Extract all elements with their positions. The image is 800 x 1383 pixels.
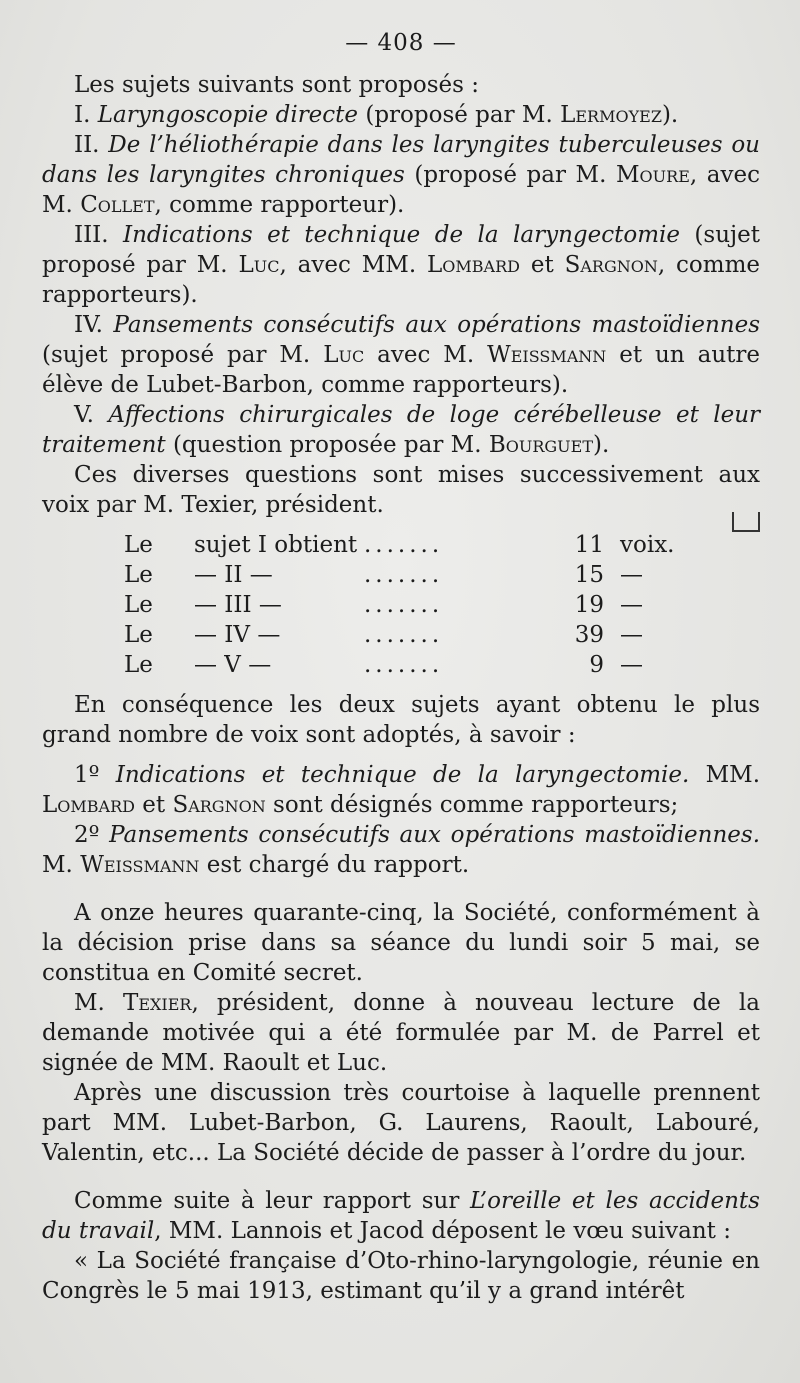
- vote-intro-paragraph: Ces diverses questions sont mises successivement aux voix par M. Texier, président.: [42, 462, 760, 518]
- spacer: [42, 880, 760, 898]
- vote-row: [124, 530, 690, 560]
- subject-2: II. De l’héliothérapie dans les laryngites tuberculeuses ou dans les laryngites chroniques (proposé par M. Moure, avec M. Collet, comme rapporteur).: [42, 132, 760, 218]
- vote-count: 9: [589, 652, 604, 678]
- vote-label: — II —: [194, 562, 273, 588]
- spacer: [42, 1168, 760, 1186]
- vote-dots: .......: [364, 532, 444, 558]
- vote-le: Le: [124, 562, 153, 588]
- vote-count: 15: [574, 562, 604, 588]
- vote-count: 11: [574, 532, 604, 558]
- vote-unit: —: [620, 592, 643, 618]
- vote-unit: —: [620, 622, 643, 648]
- vote-le: Le: [124, 532, 153, 558]
- vote-row: [124, 650, 690, 680]
- vote-dots: .......: [364, 622, 444, 648]
- vote-dots: .......: [364, 592, 444, 618]
- vote-label: — III —: [194, 592, 282, 618]
- vote-table: [124, 530, 690, 680]
- intro-paragraph: Les sujets suivants sont proposés :: [74, 72, 479, 98]
- vote-le: Le: [124, 652, 153, 678]
- vote-label: sujet I obtient: [194, 532, 358, 558]
- bracket-mark: [732, 512, 760, 532]
- voeu-paragraph: « La Société française d’Oto-rhino-laryngologie, réunie en Congrès le 5 mai 1913, estimant qu’il y a grand intérêt: [42, 1248, 760, 1304]
- page-number: — 408 —: [345, 30, 457, 56]
- secret-session-paragraph: A onze heures quarante-cinq, la Société, conformément à la décision prise dans sa séance du lundi soir 5 mai, se constitua en Comité secret.: [42, 900, 760, 986]
- subject-1: I. Laryngoscopie directe (proposé par M. Lermoyez).: [74, 102, 679, 128]
- subject-5: V. Affections chirurgicales de loge cérébelleuse et leur traitement (question proposée par M. Bourguet).: [42, 402, 761, 458]
- vote-count: 19: [574, 592, 604, 618]
- adopted-1: 1º Indications et technique de la laryngectomie. MM. Lombard et Sargnon sont désignés comme rapporteurs;: [42, 762, 761, 818]
- rapport-paragraph: Comme suite à leur rapport sur L’oreille et les accidents du travail, MM. Lannois et Jacod déposent le vœu suivant :: [42, 1188, 760, 1244]
- vote-dots: .......: [364, 562, 444, 588]
- adopted-2: 2º Pansements consécutifs aux opérations mastoïdiennes. M. Weissmann est chargé du rapport.: [42, 822, 761, 878]
- subject-3: III. Indications et technique de la laryngectomie (sujet proposé par M. Luc, avec MM. Lombard et Sargnon, comme rapporteurs).: [42, 222, 761, 308]
- subject-4: IV. Pansements consécutifs aux opérations mastoïdiennes (sujet proposé par M. Luc avec M. Weissmann et un autre élève de Lubet-Barbon, comme rapporteurs).: [42, 312, 761, 398]
- vote-row: [124, 620, 690, 650]
- spacer: [42, 750, 760, 760]
- vote-le: Le: [124, 622, 153, 648]
- vote-unit: —: [620, 562, 643, 588]
- vote-unit: voix.: [620, 532, 675, 558]
- vote-unit: —: [620, 652, 643, 678]
- vote-count: 39: [574, 622, 604, 648]
- discussion-paragraph: Après une discussion très courtoise à laquelle prennent part MM. Lubet-Barbon, G. Laurens, Raoult, Labouré, Valentin, etc... La Société décide de passer à l’ordre du jour.: [42, 1080, 760, 1166]
- vote-row: [124, 560, 690, 590]
- vote-label: — V —: [194, 652, 272, 678]
- texier-paragraph: M. Texier, président, donne à nouveau lecture de la demande motivée qui a été formulée par M. de Parrel et signée de MM. Raoult et Luc.: [42, 990, 760, 1076]
- vote-le: Le: [124, 592, 153, 618]
- consequence-paragraph: En conséquence les deux sujets ayant obtenu le plus grand nombre de voix sont adoptés, à savoir :: [42, 692, 760, 748]
- vote-label: — IV —: [194, 622, 281, 648]
- vote-row: [124, 590, 690, 620]
- vote-dots: .......: [364, 652, 444, 678]
